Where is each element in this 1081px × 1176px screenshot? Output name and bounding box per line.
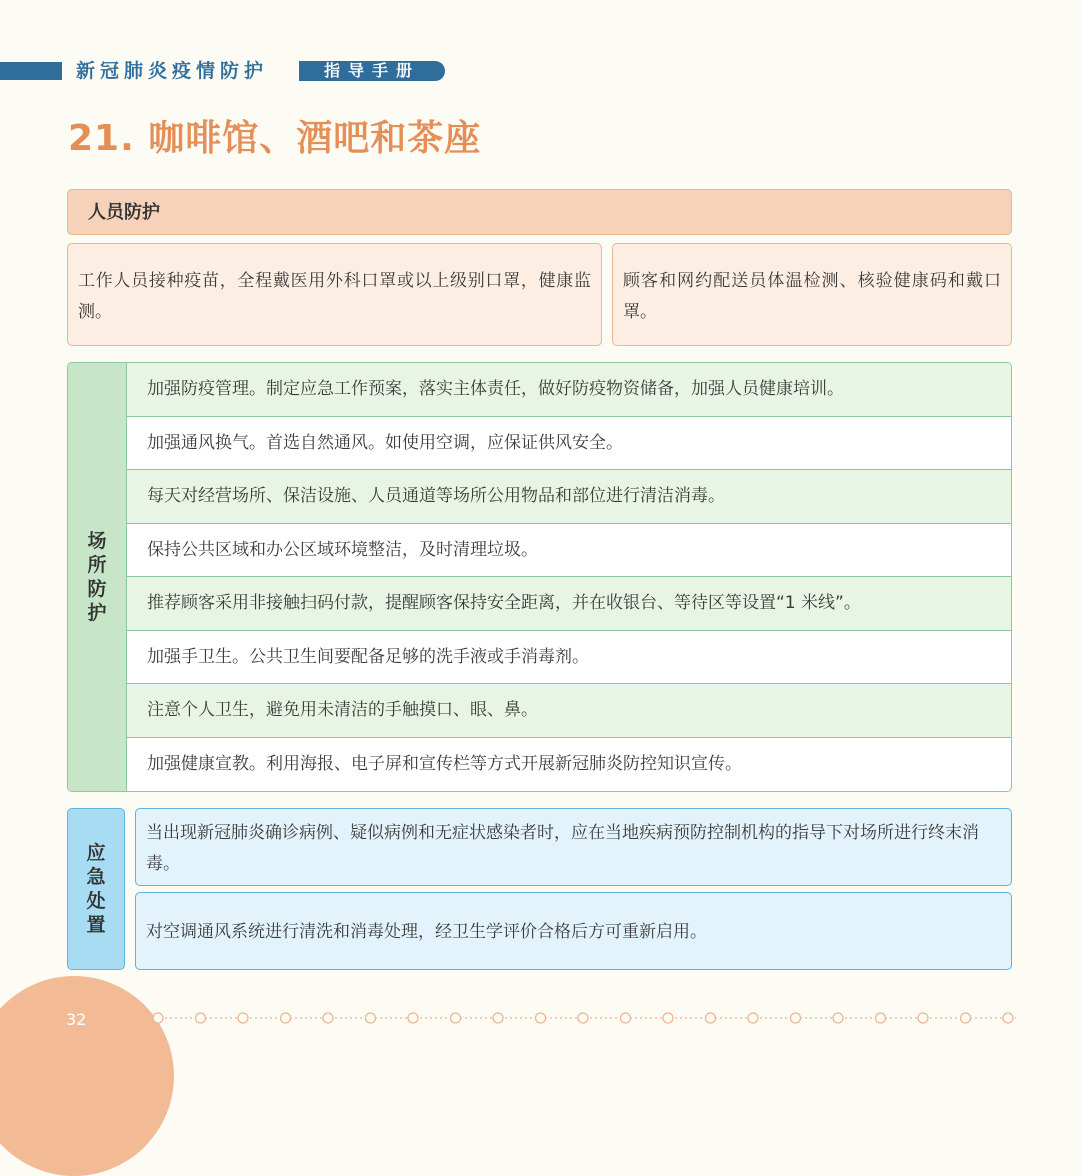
footer-deco-circle bbox=[876, 1013, 886, 1023]
venue-label-char: 场 bbox=[87, 530, 107, 552]
list-item: 每天对经营场所、保洁设施、人员通道等场所公用物品和部位进行清洁消毒。 bbox=[127, 470, 1011, 524]
page-number-circle bbox=[0, 976, 174, 1176]
emergency-label-char: 应 bbox=[86, 842, 106, 864]
footer-deco-circle bbox=[493, 1013, 503, 1023]
page-title: 21. 咖啡馆、酒吧和茶座 bbox=[68, 118, 482, 159]
footer-deco-circle bbox=[153, 1013, 163, 1023]
footer-deco-circle bbox=[663, 1013, 673, 1023]
footer-deco-circle bbox=[833, 1013, 843, 1023]
footer-deco-circle bbox=[323, 1013, 333, 1023]
venue-protection-label bbox=[68, 363, 127, 791]
venue-label-char: 护 bbox=[87, 602, 107, 624]
footer-deco-circle bbox=[621, 1013, 631, 1023]
emergency-label bbox=[67, 808, 125, 970]
footer-dotted-decoration bbox=[150, 1011, 1016, 1025]
list-item: 加强健康宣教。利用海报、电子屏和宣传栏等方式开展新冠肺炎防控知识宣传。 bbox=[147, 753, 742, 774]
footer-deco-circle bbox=[918, 1013, 928, 1023]
emergency-label-char: 处 bbox=[86, 890, 106, 912]
footer-deco-circle bbox=[961, 1013, 971, 1023]
venue-protection-list bbox=[127, 363, 1011, 791]
footer-deco-circle bbox=[748, 1013, 758, 1023]
header-accent-bar bbox=[0, 62, 62, 80]
personnel-section-header bbox=[67, 189, 1012, 235]
header-pill: 指导手册 bbox=[299, 61, 445, 81]
list-item: 加强手卫生。公共卫生间要配备足够的洗手液或手消毒剂。 bbox=[127, 631, 1011, 685]
footer-deco-circle bbox=[366, 1013, 376, 1023]
footer-deco-circle bbox=[536, 1013, 546, 1023]
emergency-label-char: 急 bbox=[86, 866, 106, 888]
personnel-item-customers: 顾客和网约配送员体温检测、核验健康码和戴口罩。 bbox=[612, 243, 1012, 346]
header-title: 新冠肺炎疫情防护 bbox=[76, 60, 269, 82]
list-item: 保持公共区域和办公区域环境整洁，及时清理垃圾。 bbox=[127, 524, 1011, 578]
page-number: 32 bbox=[66, 1010, 87, 1029]
list-item: 加强通风换气。首选自然通风。如使用空调，应保证供风安全。 bbox=[127, 417, 1011, 471]
footer-deco-circle bbox=[578, 1013, 588, 1023]
footer-deco-circle bbox=[196, 1013, 206, 1023]
venue-label-char: 防 bbox=[87, 578, 107, 600]
emergency-item-ventilation: 对空调通风系统进行清洗和消毒处理，经卫生学评价合格后方可重新启用。 bbox=[135, 892, 1012, 970]
list-item: 注意个人卫生，避免用未清洁的手触摸口、眼、鼻。 bbox=[127, 684, 1011, 738]
footer-deco-circle bbox=[451, 1013, 461, 1023]
footer-deco-circle bbox=[1003, 1013, 1013, 1023]
list-item: 推荐顾客采用非接触扫码付款，提醒顾客保持安全距离，并在收银台、等待区等设置“1 米线”。 bbox=[127, 577, 1011, 631]
personnel-heading: 人员防护 bbox=[88, 202, 160, 223]
list-item: 加强防疫管理。制定应急工作预案，落实主体责任，做好防疫物资储备，加强人员健康培训。 bbox=[127, 363, 1011, 417]
footer-deco-circle bbox=[238, 1013, 248, 1023]
footer-deco-circle bbox=[408, 1013, 418, 1023]
footer-deco-circle bbox=[706, 1013, 716, 1023]
emergency-item-disinfection: 当出现新冠肺炎确诊病例、疑似病例和无症状感染者时，应在当地疾病预防控制机构的指导下对场所进行终末消毒。 bbox=[135, 808, 1012, 886]
footer-deco-circle bbox=[281, 1013, 291, 1023]
venue-protection-section bbox=[67, 362, 1012, 792]
personnel-item-staff: 工作人员接种疫苗，全程戴医用外科口罩或以上级别口罩，健康监测。 bbox=[67, 243, 602, 346]
emergency-label-char: 置 bbox=[86, 914, 106, 936]
venue-label-char: 所 bbox=[87, 554, 107, 576]
footer-deco-circle bbox=[791, 1013, 801, 1023]
